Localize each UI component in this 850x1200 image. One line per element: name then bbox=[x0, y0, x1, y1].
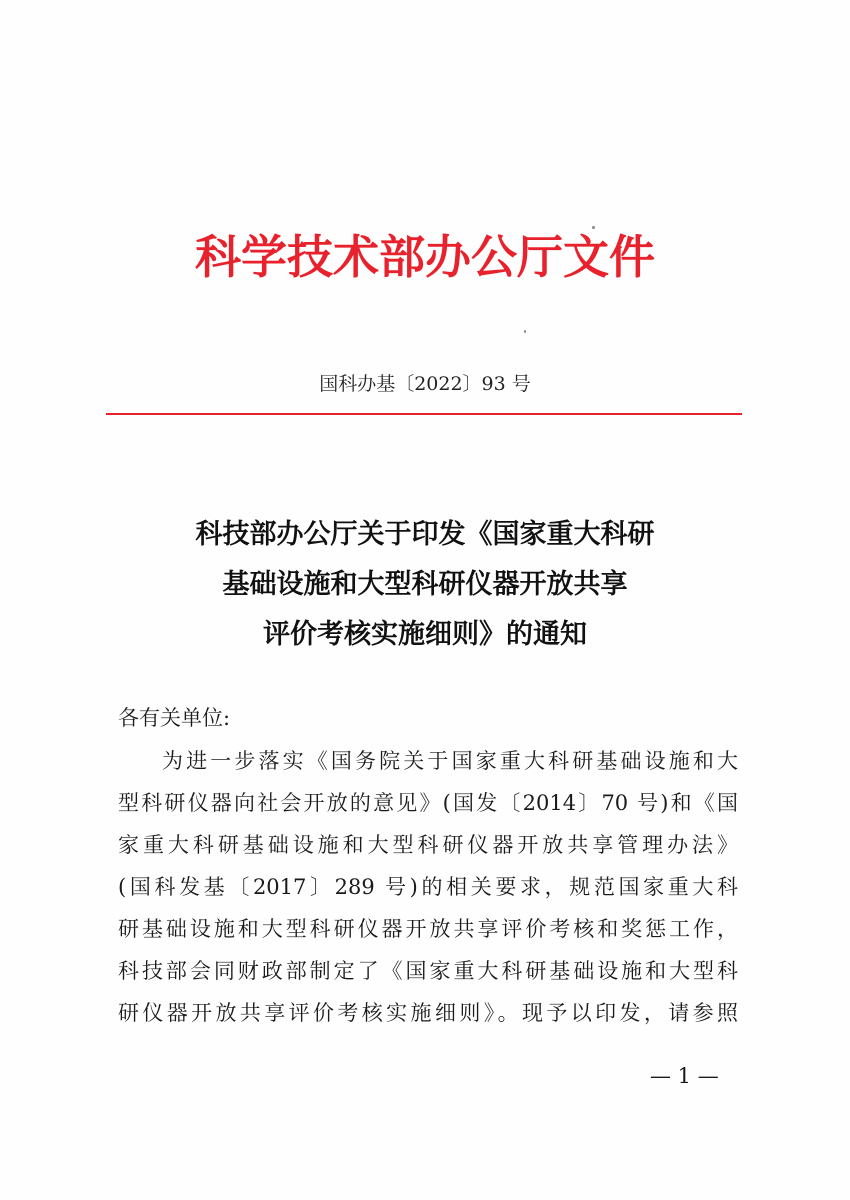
scan-speck bbox=[524, 330, 526, 333]
body-line: 研仪器开放共享评价考核实施细则》。现予以印发，请参照 bbox=[118, 1001, 738, 1025]
body-line: 科技部会同财政部制定了《国家重大科研基础设施和大型科 bbox=[118, 959, 738, 983]
notice-title-line: 评价考核实施细则》的通知 bbox=[263, 619, 587, 650]
body-line: 型科研仪器向社会开放的意见》(国发〔2014〕70 号)和《国 bbox=[118, 791, 738, 815]
scan-speck bbox=[592, 226, 595, 229]
salutation: 各有关单位: bbox=[118, 706, 231, 730]
page-number: — 1 — bbox=[650, 1064, 719, 1088]
body-line: 研基础设施和大型科研仪器开放共享评价考核和奖惩工作， bbox=[118, 917, 738, 941]
body-line: 为进一步落实《国务院关于国家重大科研基础设施和大 bbox=[162, 749, 738, 773]
issuing-office-title: 科学技术部办公厅文件 bbox=[195, 230, 655, 284]
notice-title bbox=[0, 510, 850, 660]
body-line: 家重大科研基础设施和大型科研仪器开放共享管理办法》 bbox=[118, 833, 738, 857]
document-number: 国科办基〔2022〕93 号 bbox=[319, 373, 531, 395]
body-line: (国科发基〔2017〕289 号)的相关要求，规范国家重大科 bbox=[118, 875, 738, 899]
red-divider-line bbox=[106, 413, 742, 415]
notice-title-line: 科技部办公厅关于印发《国家重大科研 bbox=[195, 519, 655, 550]
notice-title-line: 基础设施和大型科研仪器开放共享 bbox=[222, 569, 628, 600]
body-paragraph bbox=[118, 740, 738, 1034]
